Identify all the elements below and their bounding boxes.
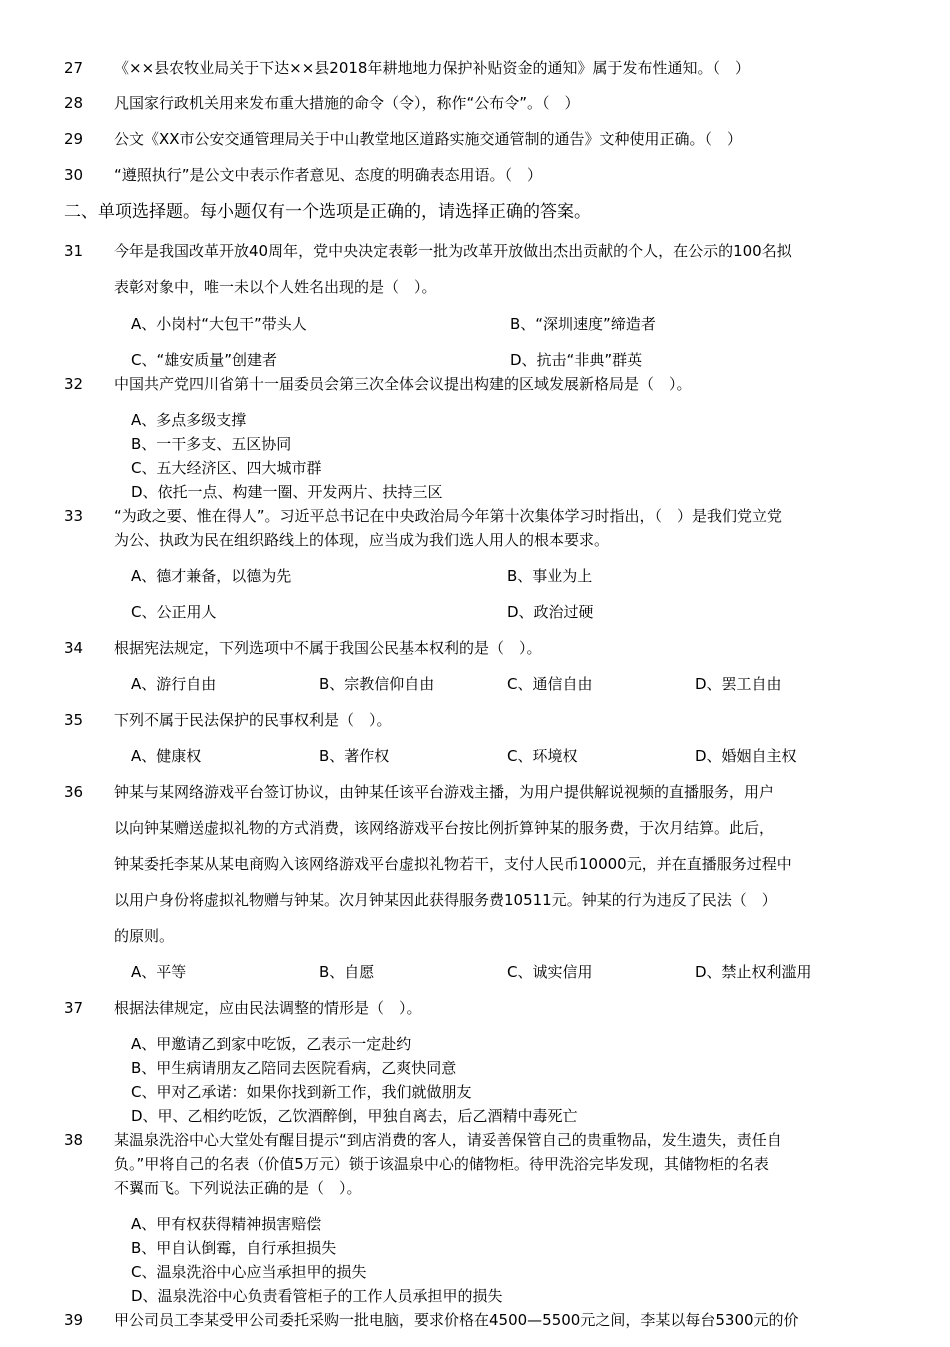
question-text: 今年是我国改革开放40周年，党中央决定表彰一批为改革开放做出杰出贡献的个人，在公示的100名拟 (114, 242, 792, 260)
question-text: 表彰对象中，唯一未以个人姓名出现的是（ ）。 (114, 278, 437, 296)
question-number: 30 (64, 166, 84, 184)
question-number: 39 (64, 1311, 84, 1329)
question-text: 《××县农牧业局关于下达××县2018年耕地地力保护补贴资金的通知》属于发布性通知。（ ） (114, 59, 750, 77)
section-title: 二、单项选择题。每小题仅有一个选项是正确的，请选择正确的答案。 (64, 202, 591, 222)
option-d: D、禁止权利滥用 (695, 963, 812, 981)
option-c: C、通信自由 (507, 675, 593, 693)
question-text: 钟某与某网络游戏平台签订协议，由钟某任该平台游戏主播，为用户提供解说视频的直播服务，用户 (114, 783, 775, 801)
question-text: 为公、执政为民在组织路线上的体现，应当成为我们选人用人的根本要求。 (114, 531, 610, 549)
question-text: 下列不属于民法保护的民事权利是（ ）。 (114, 711, 392, 729)
option-a: A、甲邀请乙到家中吃饭，乙表示一定赴约 (131, 1035, 412, 1053)
question-number: 29 (64, 130, 84, 148)
question-text: 以向钟某赠送虚拟礼物的方式消费，该网络游戏平台按比例折算钟某的服务费，于次月结算。此后， (114, 819, 775, 837)
option-b: B、自愿 (319, 963, 375, 981)
option-c: C、五大经济区、四大城市群 (131, 459, 322, 477)
option-c: C、公正用人 (131, 603, 217, 621)
option-a: A、甲有权获得精神损害赔偿 (131, 1215, 322, 1233)
question-number: 33 (64, 507, 84, 525)
question-text: “为政之要、惟在得人”。习近平总书记在中央政治局今年第十次集体学习时指出，（ ）是我们党立党 (114, 507, 783, 525)
question-text: 负。”甲将自己的名表（价值5万元）锁于该温泉中心的储物柜。待甲洗浴完毕发现，其储物柜的名表 (114, 1155, 769, 1173)
option-c: C、“雄安质量”创建者 (131, 351, 278, 369)
option-d: D、依托一点、构建一圈、开发两片、扶持三区 (131, 483, 443, 501)
option-a: A、平等 (131, 963, 187, 981)
option-a: A、小岗村“大包干”带头人 (131, 315, 307, 333)
question-number: 38 (64, 1131, 84, 1149)
option-d: D、罢工自由 (695, 675, 782, 693)
option-a: A、德才兼备，以德为先 (131, 567, 292, 585)
option-b: B、“深圳速度”缔造者 (510, 315, 656, 333)
option-d: D、温泉洗浴中心负责看管柜子的工作人员承担甲的损失 (131, 1287, 503, 1305)
option-d: D、抗击“非典”群英 (510, 351, 643, 369)
option-d: D、政治过硬 (507, 603, 594, 621)
option-c: C、甲对乙承诺：如果你找到新工作，我们就做朋友 (131, 1083, 472, 1101)
question-text: 甲公司员工李某受甲公司委托采购一批电脑，要求价格在4500—5500元之间，李某以每台5300元的价 (114, 1311, 799, 1329)
option-c: C、诚实信用 (507, 963, 593, 981)
question-number: 28 (64, 94, 84, 112)
option-b: B、一干多支、五区协同 (131, 435, 292, 453)
question-text: 公文《XX市公安交通管理局关于中山教堂地区道路实施交通管制的通告》文种使用正确。（ ） (114, 130, 743, 148)
option-a: A、健康权 (131, 747, 202, 765)
option-b: B、甲生病请朋友乙陪同去医院看病，乙爽快同意 (131, 1059, 457, 1077)
question-number: 37 (64, 999, 84, 1017)
option-d: D、甲、乙相约吃饭，乙饮酒醉倒，甲独自离去，后乙酒精中毒死亡 (131, 1107, 578, 1125)
option-b: B、甲自认倒霉，自行承担损失 (131, 1239, 337, 1257)
option-c: C、环境权 (507, 747, 578, 765)
question-text: 以用户身份将虚拟礼物赠与钟某。次月钟某因此获得服务费10511元。钟某的行为违反了民法（ ） (114, 891, 777, 909)
option-c: C、温泉洗浴中心应当承担甲的损失 (131, 1263, 367, 1281)
option-b: B、事业为上 (507, 567, 593, 585)
question-text: 根据宪法规定，下列选项中不属于我国公民基本权利的是（ ）。 (114, 639, 542, 657)
option-a: A、多点多级支撑 (131, 411, 247, 429)
question-text: 的原则。 (114, 927, 175, 945)
question-number: 27 (64, 59, 84, 77)
option-d: D、婚姻自主权 (695, 747, 797, 765)
option-b: B、著作权 (319, 747, 390, 765)
question-text: 钟某委托李某从某电商购入该网络游戏平台虚拟礼物若干，支付人民币10000元，并在直播服务过程中 (114, 855, 792, 873)
question-text: 某温泉洗浴中心大堂处有醒目提示“到店消费的客人，请妥善保管自己的贵重物品，发生遗失，责任自 (114, 1131, 782, 1149)
question-text: 中国共产党四川省第十一届委员会第三次全体会议提出构建的区域发展新格局是（ ）。 (114, 375, 692, 393)
question-text: “遵照执行”是公文中表示作者意见、态度的明确表态用语。（ ） (114, 166, 543, 184)
option-a: A、游行自由 (131, 675, 217, 693)
option-b: B、宗教信仰自由 (319, 675, 435, 693)
question-number: 32 (64, 375, 84, 393)
question-text: 凡国家行政机关用来发布重大措施的命令（令），称作“公布令”。（ ） (114, 94, 580, 112)
question-number: 35 (64, 711, 84, 729)
question-number: 31 (64, 242, 84, 260)
question-text: 根据法律规定，应由民法调整的情形是（ ）。 (114, 999, 422, 1017)
question-number: 34 (64, 639, 84, 657)
question-text: 不翼而飞。下列说法正确的是（ ）。 (114, 1179, 362, 1197)
question-number: 36 (64, 783, 84, 801)
